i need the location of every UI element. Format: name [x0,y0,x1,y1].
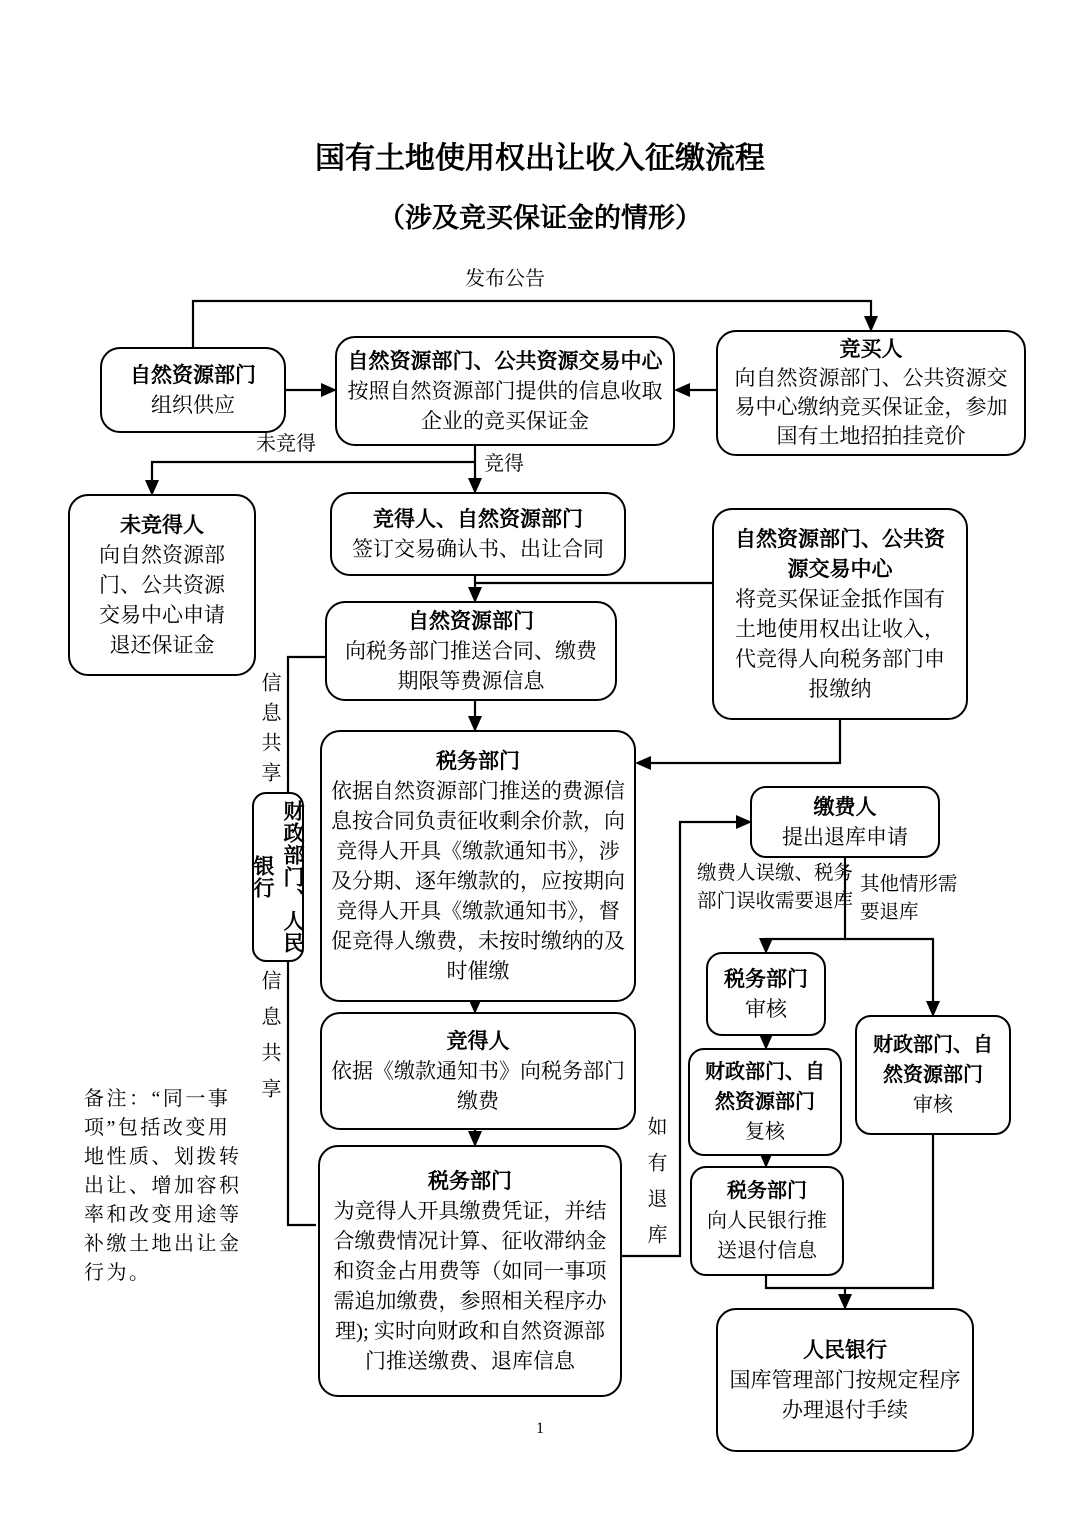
node-title: 竞得人、自然资源部门 [373,507,583,531]
node-title: 财政部门、自然资源部门 [873,1034,993,1086]
node-title: 自然资源部门、公共资源交易中心 [735,527,945,581]
edge-label-info-share-bottom: 信息共享 [258,970,280,1114]
node-bidder [716,330,1026,456]
node-winner-sign-contract [330,492,626,576]
page-title: 国有土地使用权出让收入征缴流程 [315,142,765,175]
node-title: 税务部门 [727,1180,807,1202]
edge-label-not-won: 未竞得 [256,433,316,455]
node-push-fee-info [325,601,617,701]
node-title: 税务部门 [436,749,520,773]
edge-label-info-share-top: 信息共享 [258,672,280,792]
node-body: 审核 [745,997,787,1021]
node-tax-review [706,952,826,1036]
edge-label-if-refund: 如有退库 [644,1116,666,1260]
node-title: 竞买人 [839,337,903,361]
node-unsuccessful-bidder [68,494,256,676]
node-title: 税务部门 [428,1169,512,1193]
node-body: 审核 [913,1094,953,1116]
node-natural-resources-supply [100,347,286,433]
node-body: 复核 [745,1121,785,1143]
node-tax-push-refund-info [690,1166,844,1276]
node-finance-pboc [252,792,304,962]
node-title: 未竞得人 [120,513,204,537]
node-title: 自然资源部门 [408,609,534,633]
node-body: 向自然资源部门、公共资源交易中心申请退还保证金 [99,543,225,657]
node-payer-refund-request [750,786,940,858]
node-finance-nr-review [855,1015,1011,1135]
node-title: 自然资源部门 [130,363,256,387]
edge-label-publish: 发布公告 [465,268,545,290]
node-collect-deposit [335,336,675,446]
page-subtitle: （涉及竞买保证金的情形） [378,203,702,233]
node-body: 依据《缴款通知书》向税务部门缴费 [331,1059,625,1113]
node-body: 提出退库申请 [782,825,908,849]
node-finance-nr-recheck [688,1048,842,1156]
node-tradecenter-offset-deposit [712,508,968,720]
node-title: 自然资源部门、公共资源交易中心 [347,349,663,373]
edge-payer-to-finance-review [845,939,933,1009]
edge-notwon-branch [152,462,475,488]
node-tax-issue-voucher [318,1145,622,1397]
node-body: 向税务部门推送合同、缴费期限等费源信息 [345,639,597,693]
note-text: 备注：“同一事项”包括改变用地性质、划拨转出让、增加容积率和改变用途等补缴土地出让金行为。 [84,1088,242,1284]
node-body: 向自然资源部门、公共资源交易中心缴纳竞买保证金，参加国有土地招拍挂竞价 [734,366,1008,448]
node-tax-collect [320,730,636,1002]
edge-label-won: 竞得 [484,453,524,475]
node-title: 税务部门 [724,967,808,991]
edge-label-refund-other: 其他情形需要退库 [860,874,958,923]
node-body: 向人民银行推送退付信息 [707,1210,827,1262]
page-number: 1 [536,1420,544,1437]
node-body: 组织供应 [151,393,235,417]
node-title: 财政部门、人民银行 [251,800,305,954]
node-title: 缴费人 [813,795,877,819]
node-title: 人民银行 [803,1338,887,1362]
node-winner-pay [320,1012,636,1130]
node-body: 将竞买保证金抵作国有土地使用权出让收入，代竞得人向税务部门申报缴纳 [735,587,945,701]
node-body: 国库管理部门按规定程序办理退付手续 [729,1368,961,1422]
node-body: 签订交易确认书、出让合同 [352,537,604,561]
edge-offset-to-tax [643,720,840,763]
node-body: 依据自然资源部门推送的费源信息按合同负责征收剩余价款，向竞得人开具《缴款通知书》，涉及分期、逐年缴款的，应按期向竞得人开具《缴款通知书》，督促竞得人缴费，未按时缴纳的及时催缴 [331,779,625,983]
node-body: 为竞得人开具缴费凭证，并结合缴费情况计算、征收滞纳金和资金占用费等（如同一事项需追加缴费，参照相关程序办理); 实时向财政和自然资源部门推送缴费、退库信息 [333,1199,607,1373]
node-title: 财政部门、自然资源部门 [705,1061,825,1113]
edge-label-refund-error: 缴费人误缴、税务部门误收需要退库 [697,863,854,912]
node-body: 按照自然资源部门提供的信息收取企业的竞买保证金 [347,379,663,433]
node-title: 竞得人 [446,1029,510,1053]
